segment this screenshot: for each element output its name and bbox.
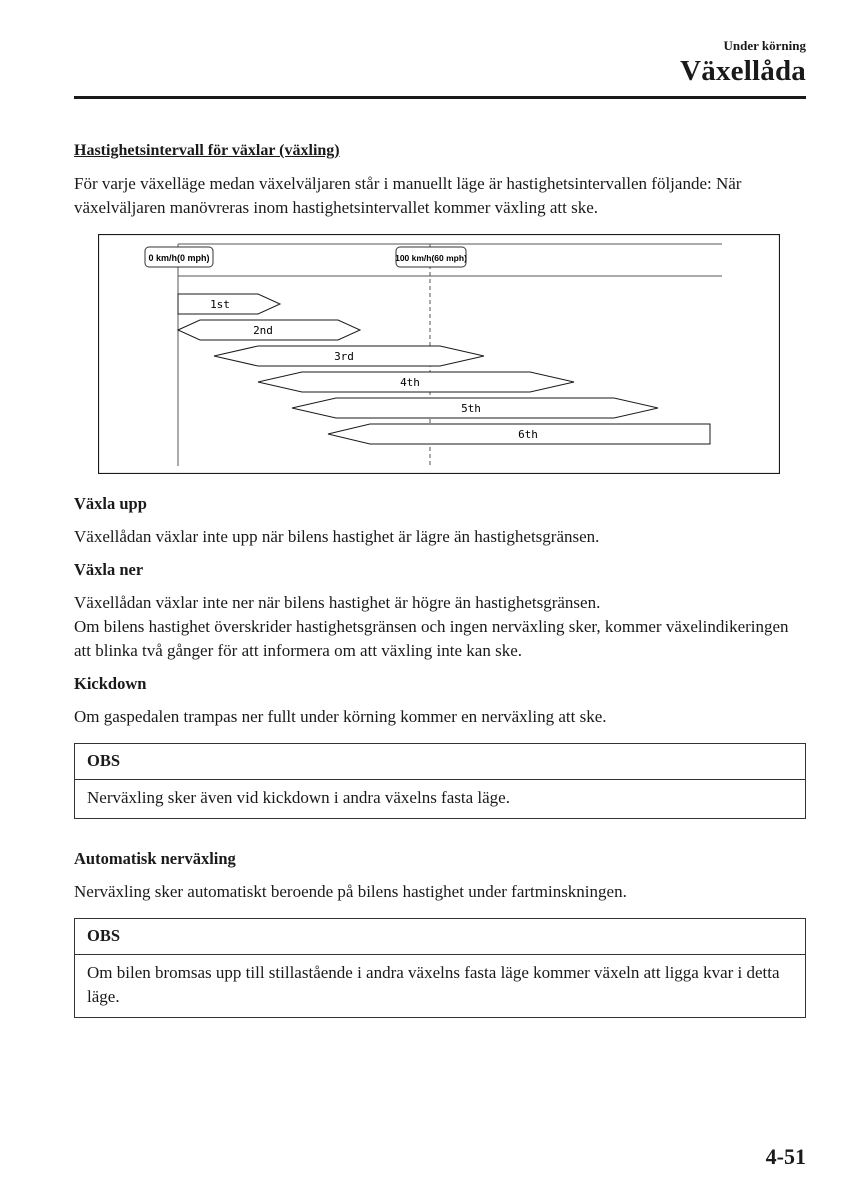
speed-start-label: 0 km/h(0 mph) [148, 253, 210, 263]
gear-label-1st: 1st [210, 298, 230, 311]
kickdown-text: Om gaspedalen trampas ner fullt under körning kommer en nerväxling att ske. [74, 707, 607, 726]
note-box-kickdown [74, 743, 806, 819]
gear-range-diagram [98, 234, 780, 474]
note-heading: OBS [75, 744, 805, 780]
note-text: Nerväxling sker även vid kickdown i andra växelns fasta läge. [87, 788, 510, 807]
downshift-warning-text: Om bilens hastighet överskrider hastighetsgränsen och ingen nerväxling sker, kommer växelindikeringen att blinka två gånger för att informera om att växling inte kan ske. [74, 617, 789, 660]
kickdown-heading: Kickdown [74, 674, 147, 693]
downshift-heading: Växla ner [74, 560, 144, 579]
page-title: Växellåda [680, 55, 806, 87]
upshift-heading: Växla upp [74, 494, 147, 513]
chapter-label: Under körning [723, 38, 806, 53]
header-divider [74, 96, 806, 99]
note-heading: OBS [75, 919, 805, 955]
gear-label-5th: 5th [461, 402, 481, 415]
page-number: 4-51 [765, 1144, 806, 1169]
note-box-standstill [74, 918, 806, 1018]
gear-label-2nd: 2nd [253, 324, 273, 337]
section-title: Hastighetsintervall för växlar (växling) [74, 142, 340, 159]
auto-downshift-text: Nerväxling sker automatiskt beroende på bilens hastighet under fartminskningen. [74, 882, 627, 901]
auto-downshift-heading: Automatisk nerväxling [74, 849, 236, 868]
gear-label-4th: 4th [400, 376, 420, 389]
downshift-text: Växellådan växlar inte ner när bilens hastighet är högre än hastighetsgränsen. [74, 593, 601, 612]
intro-paragraph: För varje växelläge medan växelväljaren står i manuellt läge är hastighetsintervallen följande: När växelväljaren manövreras inom hastighetsintervallet kommer växling att ske. [74, 174, 742, 217]
main-content [74, 142, 806, 1018]
upshift-text: Växellådan växlar inte upp när bilens hastighet är lägre än hastighetsgränsen. [74, 527, 600, 546]
speed-mark-label: 100 km/h(60 mph) [395, 253, 467, 263]
gear-label-6th: 6th [518, 428, 538, 441]
gear-speed-range-figure [98, 234, 780, 474]
gear-label-3rd: 3rd [334, 350, 354, 363]
note-text: Om bilen bromsas upp till stillastående i andra växelns fasta läge kommer växeln att ligga kvar i detta läge. [87, 963, 780, 1006]
